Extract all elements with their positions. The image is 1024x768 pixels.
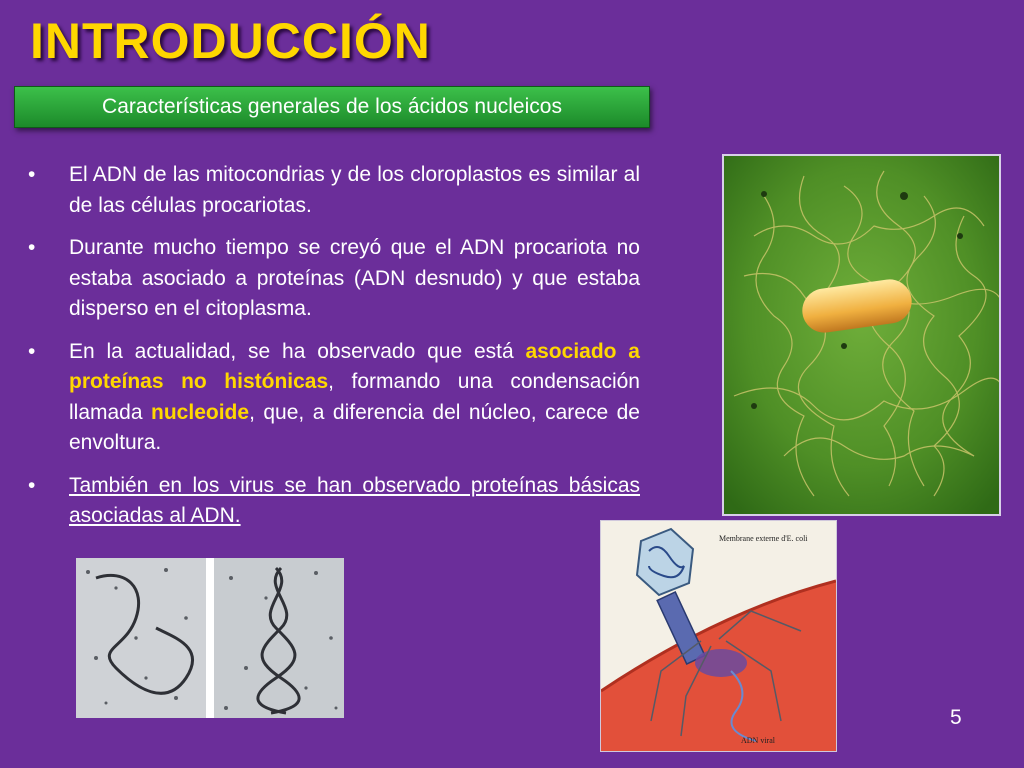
page-number: 5 xyxy=(950,706,962,729)
bullet-text-3a: En la actualidad, se ha observado que está xyxy=(69,339,526,363)
bullet-list xyxy=(28,160,640,544)
phage-dna-label: ADN viral xyxy=(741,736,775,745)
bullet-text-3b: , formando una condensación llamada xyxy=(69,370,640,424)
bullet-item-2 xyxy=(28,233,640,325)
bullet-item-1 xyxy=(28,160,640,221)
bullet-item-4 xyxy=(28,471,640,532)
slide-title: INTRODUCCIÓN xyxy=(30,13,431,69)
bullet-item-3 xyxy=(28,337,640,459)
bullet-text-4: También en los virus se han observado proteínas básicas asociadas al ADN. xyxy=(69,473,640,527)
bullet-dot: • xyxy=(28,236,36,259)
highlight-proteins: asociado a proteínas no histónicas xyxy=(69,339,640,393)
dna-electron-micrograph-image xyxy=(76,558,344,718)
bacteria-micrograph-image xyxy=(722,154,1001,516)
bullet-dot: • xyxy=(28,163,36,186)
bullet-text-3c: , que, a diferencia del núcleo, carece de envoltura. xyxy=(69,400,640,454)
phage-membrane-label: Membrane externe d'E. coli xyxy=(719,534,808,543)
bacteriophage-illustration-image xyxy=(600,520,837,752)
subtitle-text: Características generales de los ácidos nucleicos xyxy=(102,95,562,118)
bullet-text-1: El ADN de las mitocondrias y de los cloroplastos es similar al de las células procariotas. xyxy=(69,163,640,217)
bullet-dot: • xyxy=(28,473,36,497)
bullet-dot: • xyxy=(28,339,36,363)
highlight-nucleoid: nucleoide xyxy=(151,400,250,424)
bullet-text-2: Durante mucho tiempo se creyó que el ADN procariota no estaba asociado a proteínas (ADN desnudo) y que estaba disperso en el citoplasma. xyxy=(69,236,640,320)
subtitle-banner xyxy=(14,86,650,128)
